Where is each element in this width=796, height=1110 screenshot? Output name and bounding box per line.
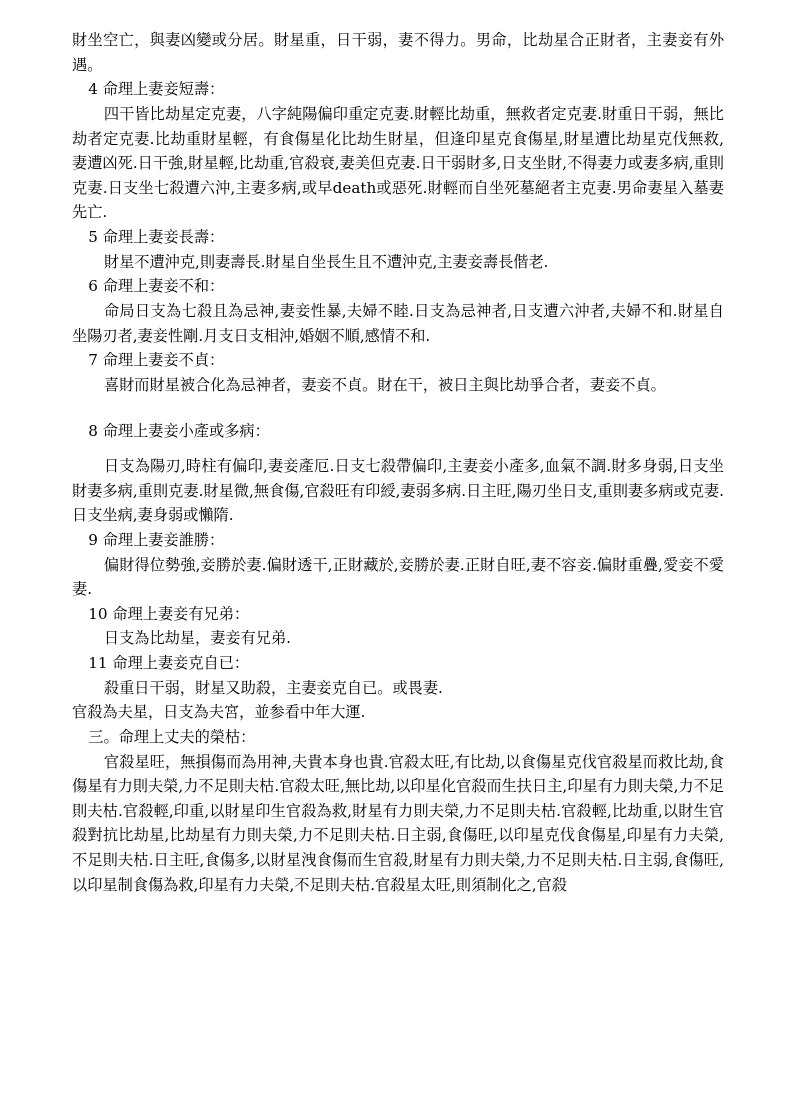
body-item-5: 財星不遭沖克,則妻壽長.財星自坐長生且不遭沖克,主妻妾壽長偕老. [103,252,549,271]
body-item-11: 殺重日干弱，財星又助殺，主妻妾克自已。或畏妻. [103,678,443,697]
heading-item-10: 10 命理上妻妾有兄弟： [88,604,250,623]
body-item-4: 四干皆比劫星定克妻，八字純陽偏印重定克妻.財輕比劫重，無救者定克妻.財重日干弱，無比劫者定克妻.比劫重財星輕，有食傷星化比劫生財星，但逢印星克食傷星,財星遭比劫星克伐無救,妻遭凶死.日干強,財星輕,比劫重,官殺衰,妻美但克妻.日干弱財多,日支坐財,不得妻力或妻多病,重則克妻.日支坐七殺遭六沖,主妻多病,或早death或惡死.財輕而自坐死墓絕者主克妻.男命妻星入墓妻先亡. [72,104,724,222]
body-item-8: 日支為陽刃,時柱有偏印,妻妾產厄.日支七殺帶偏印,主妻妾小產多,血氣不調.財多身弱,日支坐財妻多病,重則克妻.財星微,無食傷,官殺旺有印綬,妻弱多病.日主旺,陽刃坐日支,重則妻多病或克妻.日支坐病,妻身弱或懶隋. [72,457,724,525]
body-item-6: 命局日支為七殺且為忌神,妻妾性暴,夫婦不睦.日支為忌神者,日支遭六沖者,夫婦不和.財星自坐陽刃者,妻妾性剛.月支日支相沖,婚姻不順,感情不和. [72,301,724,345]
body-item-10: 日支為比劫星，妻妾有兄弟. [103,629,291,648]
body-section-3: 官殺星旺，無損傷而為用神,夫貴本身也貴.官殺太旺,有比劫,以食傷星克伐官殺星而救比劫,食傷星有力則夫榮,力不足則夫枯.官殺太旺,無比劫,以印星化官殺而生扶日主,印星有力則夫榮,力不足則夫枯.官殺輕,印重,以財星印生官殺為救,財星有力則夫榮,力不足則夫枯.官殺輕,比劫重,以財生官殺對抗比劫星,比劫星有力則夫榮,力不足則夫枯.日主弱,食傷旺,以印星克伐食傷星,印星有力夫榮,不足則夫枯.日主旺,食傷多,以財星洩食傷而生官殺,財星有力則夫榮,力不足則夫枯.日主弱,食傷旺,以印星制食傷為救,印星有力夫榮,不足則夫枯.官殺星太旺,則須制化之,官殺 [72,752,724,894]
paragraph-spacer-small [72,444,724,454]
heading-item-7: 7 命理上妻妾不貞： [88,351,225,370]
paragraph-spacer [72,397,724,419]
body-item-7: 喜財而財星被合化為忌神者，妻妾不貞。財在干，被日主與比劫爭合者，妻妾不貞。 [103,375,666,394]
body-item-11-continued: 官殺為夫星，日支為夫宮，並参看中年大運. [72,703,366,722]
heading-item-4: 4 命理上妻妾短壽： [88,80,225,99]
document-body [72,28,724,897]
heading-section-3: 三。命理上丈夫的榮枯： [88,727,256,746]
heading-item-9: 9 命理上妻妾誰勝： [88,530,225,549]
paragraph-intro: 財坐空亡，與妻凶變或分居。財星重，日干弱，妻不得力。男命，比劫星合正財者，主妻妾有外遇。 [72,31,724,74]
heading-item-5: 5 命理上妻妾長壽： [88,228,225,246]
body-item-9: 偏財得位勢強,妾勝於妻.偏財透干,正財藏於,妾勝於妻.正財自旺,妻不容妾.偏財重疊,愛妾不愛妻. [72,555,724,599]
heading-item-6: 6 命理上妻妾不和： [88,277,225,296]
heading-item-8: 8 命理上妻妾小產或多病： [88,422,270,441]
heading-item-11: 11 命理上妻妾克自已： [88,654,250,672]
